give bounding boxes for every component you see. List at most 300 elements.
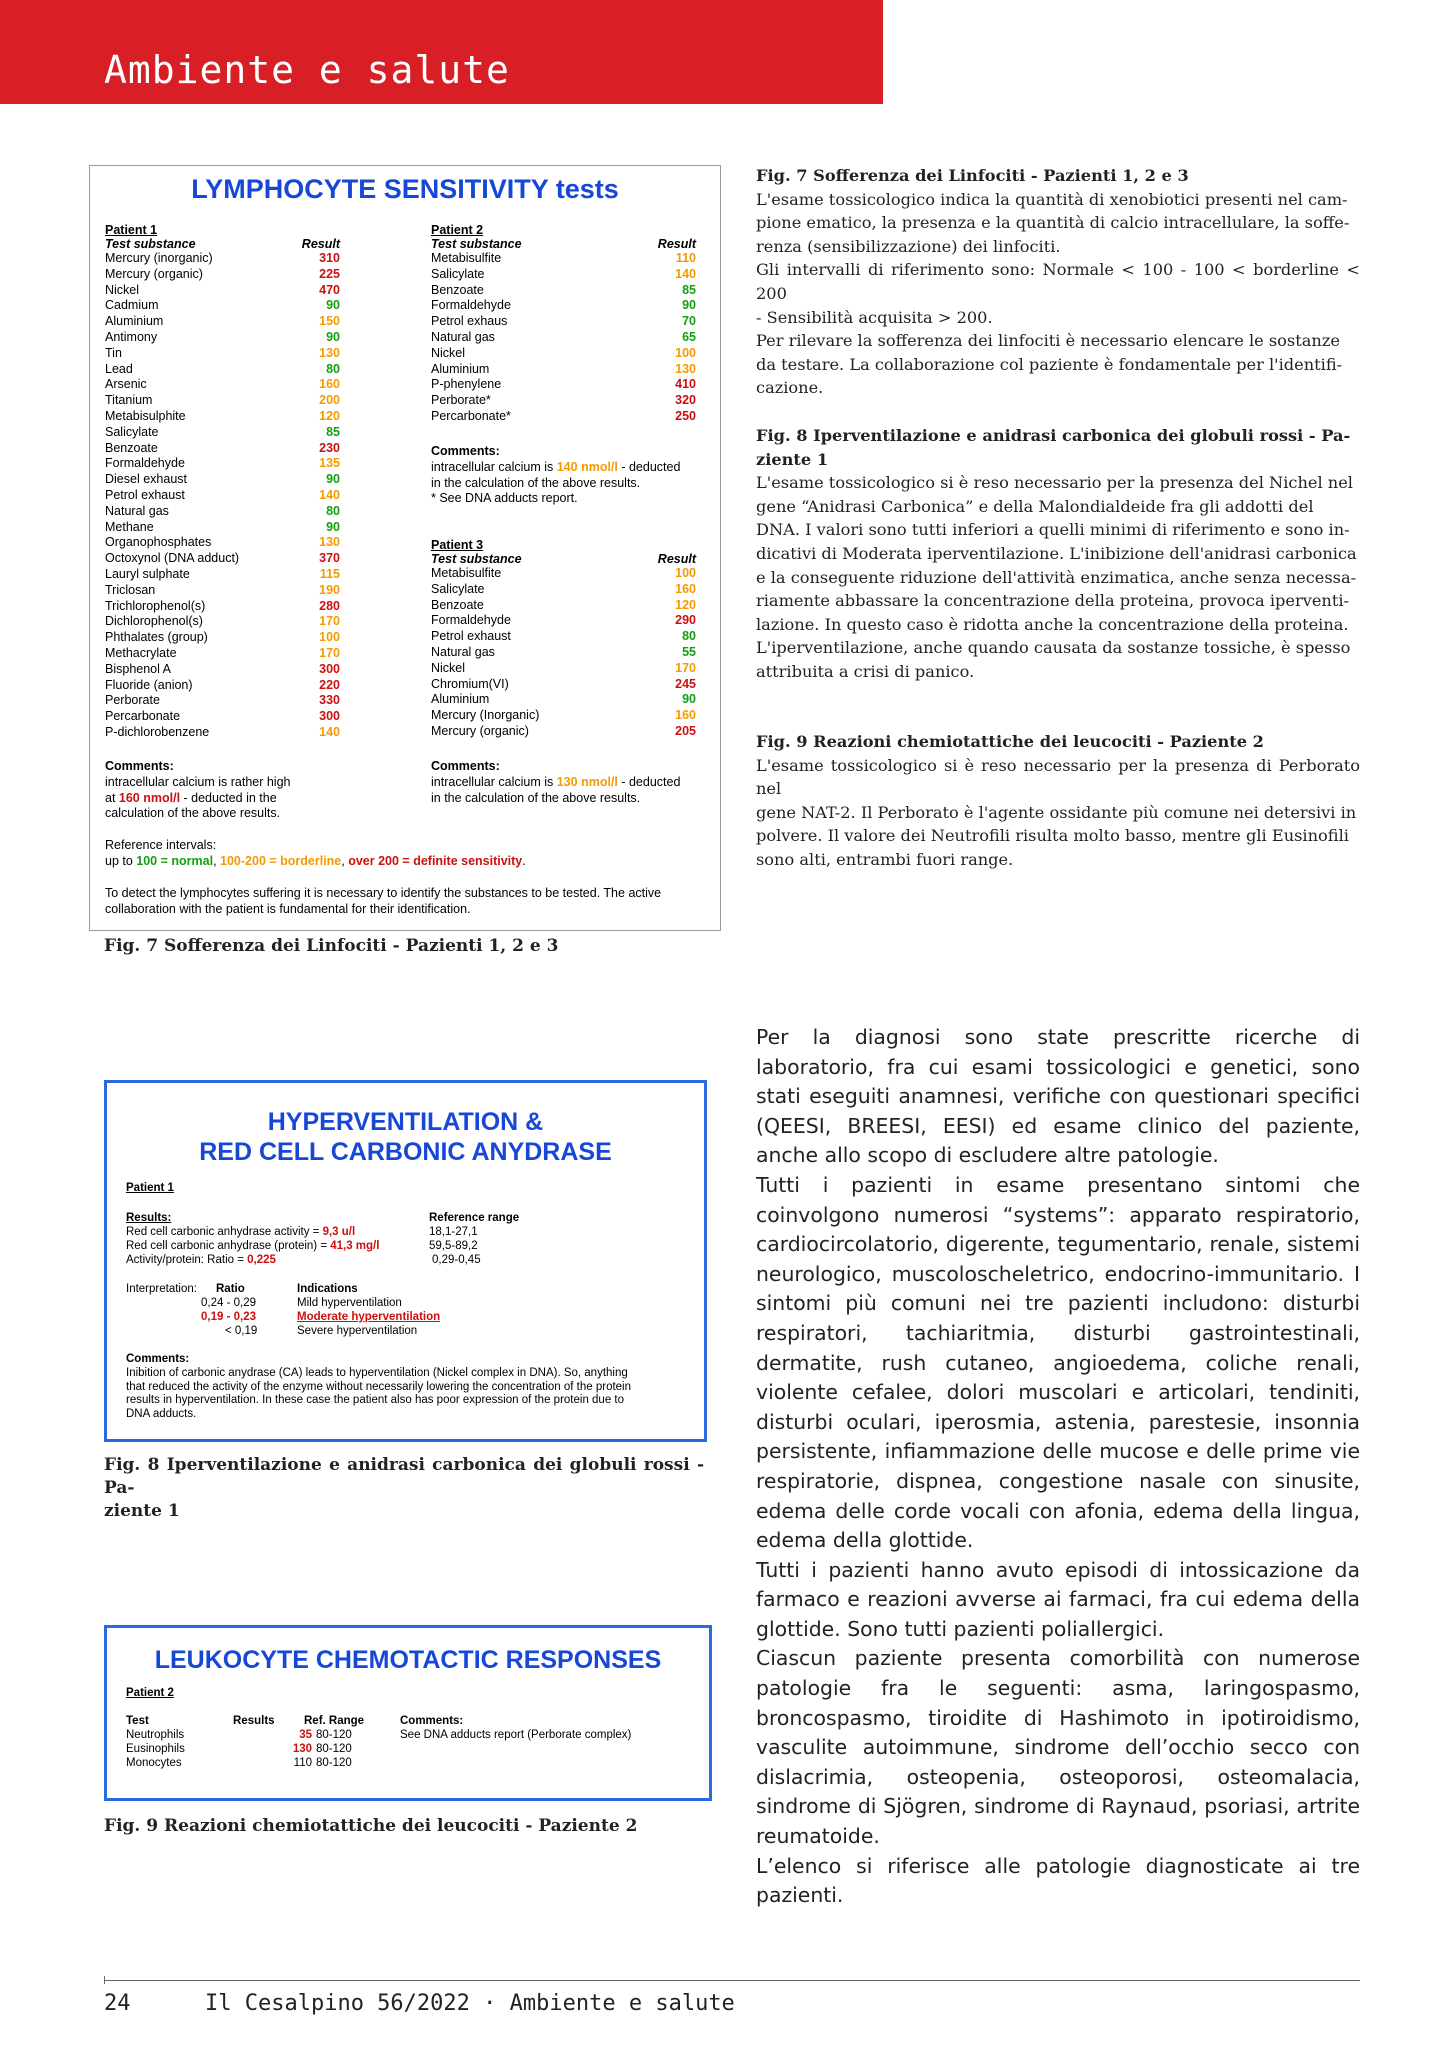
substance-row [105, 725, 340, 741]
calcium-value: 160 nmol/l [118, 790, 181, 805]
substance-result: 90 [682, 298, 696, 313]
substance-name: Petrol exhaus [431, 314, 508, 329]
substance-row [431, 314, 696, 330]
substance-name: Nickel [431, 345, 466, 360]
indication-severe: Severe hyperventilation [297, 1325, 418, 1337]
substance-name: Lauryl sulphate [105, 566, 190, 581]
article-body [756, 1023, 1360, 1911]
substance-result: 55 [682, 644, 696, 659]
substance-name: Aluminium [431, 692, 490, 707]
substance-name: Petrol exhaust [431, 629, 511, 644]
substance-result: 140 [319, 487, 340, 502]
test-name: Eusinophils [126, 1743, 185, 1755]
substance-name: Aluminium [431, 361, 490, 376]
figure-8-text [756, 471, 1360, 683]
journal-footer: Il Cesalpino 56/2022 · Ambiente e salute [205, 1991, 735, 2016]
substance-result: 300 [319, 661, 340, 676]
substance-name: P-phenylene [431, 377, 502, 392]
substance-result: 80 [682, 629, 696, 644]
footer-rule [104, 1980, 1360, 1981]
substance-row [105, 425, 340, 441]
substance-name: Salicylate [431, 266, 485, 281]
figure-7-text [756, 188, 1360, 400]
substance-name: Trichlorophenol(s) [105, 598, 206, 613]
substance-name: Fluoride (anion) [105, 677, 193, 692]
substance-result: 85 [682, 282, 696, 297]
substance-row [105, 567, 340, 583]
test-result: 35 [299, 1729, 312, 1741]
substance-row [431, 692, 696, 708]
ref-sensitivity: over 200 = definite sensitivity [348, 853, 523, 868]
substance-row [431, 330, 696, 346]
substance-result: 205 [675, 723, 696, 738]
substance-row [105, 251, 340, 267]
col-result: Result [657, 237, 696, 251]
caption-line: ziente 1 [104, 1501, 180, 1521]
substance-row [431, 598, 696, 614]
substance-result: 90 [326, 472, 340, 487]
result-row-protein [126, 1240, 379, 1252]
substance-result: 280 [319, 598, 340, 613]
patient2-comments [431, 444, 680, 507]
substance-row [105, 298, 340, 314]
substance-row [105, 456, 340, 472]
col-result: Result [301, 237, 340, 251]
comments-label: Comments: [431, 759, 500, 773]
ref-activity: 18,1-27,1 [429, 1226, 478, 1238]
col-test-substance: Test substance [431, 237, 522, 251]
substance-result: 90 [326, 329, 340, 344]
caption-line: Fig. 8 Iperventilazione e anidrasi carbonica dei globuli rossi - Pa- [104, 1455, 704, 1498]
result-label: Red cell carbonic anhydrase (protein) = [126, 1240, 331, 1252]
substance-name: Formaldehyde [431, 613, 511, 628]
ref-text: . [522, 853, 526, 868]
body-paragraph: Per la diagnosi sono state prescritte ricerche di laboratorio, fra cui esami tossicologici e genetici, sono stati eseguiti anamnesi, verifiche con questionari specifici (QEESI, BREESI, EESI) ed esame clinico del paziente, anche allo scopo di escludere altre patologie. [756, 1025, 1360, 1168]
text-line: - Sensibilità acquisita > 200. [756, 307, 993, 327]
substance-result: 120 [319, 408, 340, 423]
substance-result: 190 [319, 582, 340, 597]
section-title: Ambiente e salute [104, 48, 510, 92]
substance-row [105, 535, 340, 551]
substance-row [431, 629, 696, 645]
comment-text: in the calculation of the above results. [431, 790, 641, 805]
substance-row [105, 583, 340, 599]
substance-result: 115 [319, 566, 340, 581]
substance-row [431, 582, 696, 598]
substance-result: 100 [319, 630, 340, 645]
substance-row [105, 472, 340, 488]
substance-name: Mercury (Inorganic) [431, 708, 540, 723]
substance-row [431, 362, 696, 378]
calcium-value: 130 nmol/l [556, 774, 618, 789]
ref-range: 80-120 [316, 1729, 352, 1741]
substance-result: 70 [682, 314, 696, 329]
patient1-rows [105, 251, 340, 741]
substance-result: 470 [319, 282, 340, 297]
title-line: HYPERVENTILATION & [267, 1108, 544, 1136]
substance-result: 225 [319, 266, 340, 281]
reference-label: Reference intervals: [105, 838, 217, 852]
ref-normal: 100 = normal [136, 853, 214, 868]
results-label: Results: [126, 1212, 172, 1224]
substance-row [431, 267, 696, 283]
substance-result: 100 [675, 345, 696, 360]
substance-row [431, 346, 696, 362]
substance-row [105, 441, 340, 457]
substance-result: 140 [319, 724, 340, 739]
substance-row [431, 645, 696, 661]
substance-result: 100 [675, 566, 696, 580]
text-line: L'esame tossicologico si è reso necessario per la presenza di Perborato nel [756, 755, 1360, 799]
comment-text: intracellular calcium is [431, 459, 557, 474]
substance-name: Diesel exhaust [105, 472, 187, 487]
substance-name: Benzoate [431, 597, 484, 612]
substance-name: Nickel [431, 660, 466, 675]
result-value: 41,3 mg/l [330, 1240, 380, 1252]
comment-line: Inibition of carbonic anydrase (CA) leads to hyperventilation (Nickel complex in DNA). So, anything [126, 1367, 628, 1379]
substance-result: 90 [326, 298, 340, 313]
substance-row [105, 520, 340, 536]
substance-name: Benzoate [431, 282, 484, 297]
substance-result: 370 [319, 551, 340, 566]
substance-row [105, 662, 340, 678]
figure-7-lymphocyte-table [89, 165, 721, 931]
substance-name: Mercury (organic) [105, 266, 203, 281]
substance-result: 90 [682, 692, 696, 707]
substance-result: 330 [319, 693, 340, 708]
comment-text: at [105, 790, 119, 805]
substance-name: Percarbonate* [431, 408, 511, 423]
substance-result: 410 [675, 377, 696, 392]
col-test: Test [126, 1715, 149, 1727]
substance-result: 135 [319, 456, 340, 471]
note-text: collaboration with the patient is fundamental for their identification. [105, 901, 471, 916]
comments-label: Comments: [431, 444, 500, 458]
ref-protein: 59,5-89,2 [429, 1240, 478, 1252]
substance-name: Organophosphates [105, 535, 212, 550]
substance-name: Mercury (organic) [431, 723, 529, 738]
substance-name: Antimony [105, 329, 158, 344]
comments-label: Comments: [126, 1353, 190, 1365]
text-line: sono alti, entrambi fuori range. [756, 849, 1014, 869]
substance-name: Percarbonate [105, 709, 181, 724]
figure-9-text [756, 754, 1360, 872]
text-line: e la conseguente riduzione dell'attività enzimatica, anche senza necessa- [756, 567, 1357, 587]
substance-name: Lead [105, 361, 133, 376]
substance-result: 300 [319, 709, 340, 724]
substance-result: 220 [319, 677, 340, 692]
col-results: Results [233, 1715, 275, 1727]
substance-name: Natural gas [431, 329, 495, 344]
substance-name: Formaldehyde [105, 456, 185, 471]
substance-name: Tin [105, 345, 122, 360]
substance-name: Petrol exhaust [105, 487, 185, 502]
figure-8-caption [104, 1454, 704, 1523]
substance-row [105, 314, 340, 330]
substance-row [105, 630, 340, 646]
substance-name: Perborate [105, 693, 160, 708]
substance-row [431, 283, 696, 299]
test-name: Monocytes [126, 1757, 182, 1769]
substance-result: 80 [326, 503, 340, 518]
body-paragraph: Ciascun paziente presenta comorbilità con numerose patologie fra le seguenti: asma, laringospasmo, broncospasmo, tiroidite di Hashimoto in ipotiroidismo, vasculite autoimmune, sindrome dell’occhio secco con dislacrimia, osteopenia, osteoporosi, osteomalacia, sindrome di Sjögren, sindrome di Raynaud, psoriasi, artrite reumatoide. [756, 1646, 1360, 1849]
comment-line: that reduced the activity of the enzyme without necessarily lowering the concentration of the protein [126, 1380, 632, 1393]
ref-text: up to [105, 853, 137, 868]
substance-result: 150 [319, 314, 340, 329]
substance-name: Mercury (inorganic) [105, 251, 213, 265]
substance-row [431, 677, 696, 693]
substance-row [105, 409, 340, 425]
result-row-activity [126, 1226, 355, 1238]
patient2-table-header [431, 237, 696, 251]
figure-7-note [105, 886, 710, 918]
title-line: RED CELL CARBONIC ANYDRASE [199, 1138, 612, 1166]
substance-result: 90 [326, 519, 340, 534]
ratio-severe: < 0,19 [225, 1325, 258, 1337]
substance-result: 130 [675, 361, 696, 376]
comment-text: calculation of the above results. [105, 806, 281, 821]
text-line: L'esame tossicologico indica la quantità di xenobiotici presenti nel cam- [756, 189, 1348, 209]
substance-name: Cadmium [105, 298, 159, 313]
figure-9-box [104, 1625, 712, 1801]
substance-name: Natural gas [105, 503, 169, 518]
substance-result: 65 [682, 329, 696, 344]
text-line: cazione. [756, 378, 824, 398]
col-test-substance: Test substance [431, 552, 522, 566]
comment-text: - deducted [617, 774, 681, 789]
substance-result: 170 [319, 614, 340, 629]
substance-name: Nickel [105, 282, 140, 297]
text-line: Per rilevare la sofferenza dei linfociti è necessario elencare le sostanze [756, 331, 1340, 351]
substance-row [105, 709, 340, 725]
test-result: 110 [293, 1757, 312, 1769]
result-label: Red cell carbonic anhydrase activity = [126, 1226, 323, 1238]
figure-8-description [756, 424, 1360, 684]
fig8-comments [126, 1367, 631, 1421]
substance-result: 170 [319, 645, 340, 660]
substance-row [105, 599, 340, 615]
text-line: polvere. Il valore dei Neutrofili risulta molto basso, mentre gli Eusinofili [756, 826, 1349, 846]
indication-moderate: Moderate hyperventilation [297, 1311, 441, 1323]
figure-9-description [756, 730, 1360, 872]
substance-row [105, 267, 340, 283]
substance-name: Perborate* [431, 393, 491, 408]
substance-row [431, 298, 696, 314]
substance-name: Methane [105, 519, 154, 534]
figure-9-heading: Fig. 9 Reazioni chemiotattiche dei leucociti - Paziente 2 [756, 732, 1264, 751]
figure-9-title: LEUKOCYTE CHEMOTACTIC RESPONSES [154, 1646, 662, 1674]
patient3-label: Patient 3 [431, 538, 484, 552]
substance-row [105, 283, 340, 299]
substance-name: Aluminium [105, 314, 164, 329]
text-line: Gli intervalli di riferimento sono: Normale < 100 - 100 < borderline < 200 [756, 260, 1360, 303]
substance-result: 245 [675, 676, 696, 691]
text-line: da testare. La collaborazione col paziente è fondamentale per l'identifi- [756, 354, 1343, 374]
patient1-column [105, 223, 340, 741]
reference-range-label: Reference range [429, 1212, 520, 1224]
substance-row [105, 362, 340, 378]
page-number: 24 [104, 1991, 131, 2016]
substance-result: 170 [675, 660, 696, 675]
substance-row [105, 393, 340, 409]
col-test-substance: Test substance [105, 237, 196, 251]
comment-text: intracellular calcium is [431, 774, 557, 789]
substance-row [105, 504, 340, 520]
patient-label: Patient 2 [126, 1687, 174, 1699]
substance-row [431, 393, 696, 409]
text-line: gene “Anidrasi Carbonica” e della Malondialdeide fra gli addotti del [756, 496, 1314, 516]
substance-row [105, 377, 340, 393]
result-label: Activity/protein: Ratio = [126, 1254, 248, 1266]
reference-intervals [105, 838, 526, 870]
interpretation-label: Interpretation: [126, 1283, 197, 1295]
substance-result: 130 [319, 345, 340, 360]
patient3-column [431, 538, 696, 740]
substance-name: Bisphenol A [105, 661, 172, 676]
figure-7-title: LYMPHOCYTE SENSITIVITY tests [191, 174, 619, 204]
substance-result: 85 [326, 424, 340, 439]
ratio-moderate: 0,19 - 0,23 [201, 1311, 256, 1323]
text-line: riamente abbassare la concentrazione della proteina, provoca iperventi- [756, 591, 1350, 611]
ref-borderline: 100-200 = borderline [220, 853, 342, 868]
substance-result: 320 [675, 393, 696, 408]
substance-row [431, 708, 696, 724]
substance-name: Metabisulphite [105, 408, 186, 423]
figure-8-heading: Fig. 8 Iperventilazione e anidrasi carbonica dei globuli rossi - Pa- [756, 426, 1351, 445]
substance-result: 80 [326, 361, 340, 376]
text-line: attribuita a crisi di panico. [756, 661, 975, 681]
text-line: pione ematico, la presenza e la quantità di calcio intracellulare, la soffe- [756, 213, 1350, 233]
body-paragraph: L’elenco si riferisce alle patologie diagnosticate ai tre pazienti. [756, 1853, 1360, 1908]
substance-result: 140 [675, 266, 696, 281]
text-line: dicativi di Moderata iperventilazione. L'inibizione dell'anidrasi carbonica [756, 543, 1357, 563]
body-paragraph: Tutti i pazienti hanno avuto episodi di intossicazione da farmaco e reazioni avverse ai farmaci, fra cui edema della glottide. Sono tutti pazienti poliallergici. [756, 1557, 1360, 1641]
note-text: To detect the lymphocytes suffering it is necessary to identify the substances to be tested. The active [105, 886, 662, 900]
substance-row [105, 346, 340, 362]
substance-result: 160 [319, 377, 340, 392]
col-result: Result [657, 552, 696, 566]
patient2-column [431, 223, 696, 425]
figure-7-description [756, 164, 1360, 400]
substance-result: 160 [675, 708, 696, 723]
substance-result: 290 [675, 613, 696, 628]
substance-name: P-dichlorobenzene [105, 724, 210, 739]
ratio-mild: 0,24 - 0,29 [201, 1297, 256, 1309]
comment-text: See DNA adducts report (Perborate complex) [400, 1729, 632, 1741]
substance-row [105, 693, 340, 709]
substance-name: Methacrylate [105, 645, 177, 660]
result-value: 0,225 [247, 1254, 276, 1266]
patient3-table-header [431, 552, 696, 566]
substance-name: Chromium(VI) [431, 676, 509, 691]
comment-text: - deducted [617, 459, 681, 474]
text-line: renza (sensibilizzazione) dei linfociti. [756, 236, 1061, 256]
ref-text: , [213, 853, 221, 868]
calcium-value: 140 nmol/l [556, 459, 618, 474]
substance-result: 130 [319, 535, 340, 550]
substance-name: Titanium [105, 393, 153, 408]
test-name: Neutrophils [126, 1729, 185, 1741]
figure-8-box [104, 1080, 707, 1442]
substance-name: Benzoate [105, 440, 158, 455]
substance-name: Triclosan [105, 582, 156, 597]
patient1-label: Patient 1 [105, 223, 158, 237]
indication-mild: Mild hyperventilation [297, 1297, 402, 1309]
test-result: 130 [292, 1743, 312, 1755]
substance-row [431, 251, 696, 267]
ratio-header: Ratio [216, 1283, 245, 1295]
substance-result: 200 [319, 393, 340, 408]
substance-name: Salicylate [431, 581, 485, 596]
patient-label: Patient 1 [126, 1182, 174, 1194]
ref-ratio: 0,29-0,45 [432, 1254, 481, 1266]
substance-row [105, 488, 340, 504]
body-paragraph: Tutti i pazienti in esame presentano sintomi che coinvolgono numerosi “systems”: apparato respiratorio, cardiocircolatorio, digerente, tegumentario, renale, sistemi neurologico, muscoloscheletrico, endocrino-immunitario. I sintomi più comuni nei tre pazienti includono: disturbi respiratori, tachiaritmia, disturbi gastrointestinali, dermatite, rush cutaneo, angioedema, coliche renali, violente cefalee, dolori muscolari e articolari, tendiniti, disturbi oculari, iperosmia, astenia, parestesie, insonnia persistente, infiammazione delle mucose e delle prime vie respiratorie, dispnea, congestione nasale con sinusite, edema delle corde vocali con afonia, edema della lingua, edema della glottide. [756, 1172, 1360, 1553]
comment-text: in the calculation of the above results. [431, 475, 641, 490]
substance-row [431, 566, 696, 582]
substance-result: 250 [675, 408, 696, 423]
patient3-rows [431, 566, 696, 740]
text-line: gene NAT-2. Il Perborato è l'agente ossidante più comune nei detersivi in [756, 802, 1357, 822]
substance-result: 120 [675, 597, 696, 612]
substance-name: Arsenic [105, 377, 147, 392]
indications-header: Indications [297, 1283, 358, 1295]
substance-name: Octoxynol (DNA adduct) [105, 551, 240, 566]
substance-row [105, 678, 340, 694]
substance-name: Salicylate [105, 424, 159, 439]
substance-result: 310 [319, 251, 340, 265]
substance-row [431, 409, 696, 425]
substance-row [431, 661, 696, 677]
ref-range: 80-120 [316, 1757, 352, 1769]
substance-row [431, 724, 696, 740]
substance-result: 230 [319, 440, 340, 455]
substance-name: Dichlorophenol(s) [105, 614, 203, 629]
substance-name: Phthalates (group) [105, 630, 208, 645]
substance-name: Metabisulfite [431, 566, 502, 580]
substance-result: 110 [675, 251, 696, 265]
col-comments: Comments: [400, 1715, 464, 1727]
figure-8-heading: ziente 1 [756, 449, 829, 469]
figure-8-title [107, 1107, 704, 1167]
comment-line: DNA adducts. [126, 1407, 197, 1420]
substance-name: Natural gas [431, 644, 495, 659]
comment-text: intracellular calcium is rather high [105, 774, 291, 789]
patient2-label: Patient 2 [431, 223, 484, 237]
result-value: 9,3 u/l [322, 1226, 356, 1238]
text-line: L'iperventilazione, anche quando causata da sostanze tossiche, è spesso [756, 638, 1351, 658]
figure-9-caption: Fig. 9 Reazioni chemiotattiche dei leucociti - Paziente 2 [104, 1816, 638, 1836]
ref-text: , [341, 853, 349, 868]
comments-label: Comments: [105, 759, 174, 773]
ref-range: 80-120 [316, 1743, 352, 1755]
figure-7-caption: Fig. 7 Sofferenza dei Linfociti - Pazienti 1, 2 e 3 [104, 936, 559, 956]
text-line: DNA. I valori sono tutti inferiori a quelli minimi di riferimento e sono in- [756, 520, 1350, 540]
text-line: lazione. In questo caso è ridotta anche la concentrazione della proteina. [756, 614, 1349, 634]
substance-row [105, 551, 340, 567]
figure-7-heading: Fig. 7 Sofferenza dei Linfociti - Pazienti 1, 2 e 3 [756, 166, 1189, 185]
patient1-table-header [105, 237, 340, 251]
comment-text: * See DNA adducts report. [431, 491, 578, 506]
substance-row [105, 614, 340, 630]
comment-text: - deducted in the [180, 790, 277, 805]
result-row-ratio [126, 1254, 276, 1266]
substance-row [105, 646, 340, 662]
substance-row [431, 377, 696, 393]
text-line: L'esame tossicologico si è reso necessario per la presenza del Nichel nel [756, 473, 1353, 493]
substance-row [105, 330, 340, 346]
col-ref-range: Ref. Range [304, 1715, 365, 1727]
